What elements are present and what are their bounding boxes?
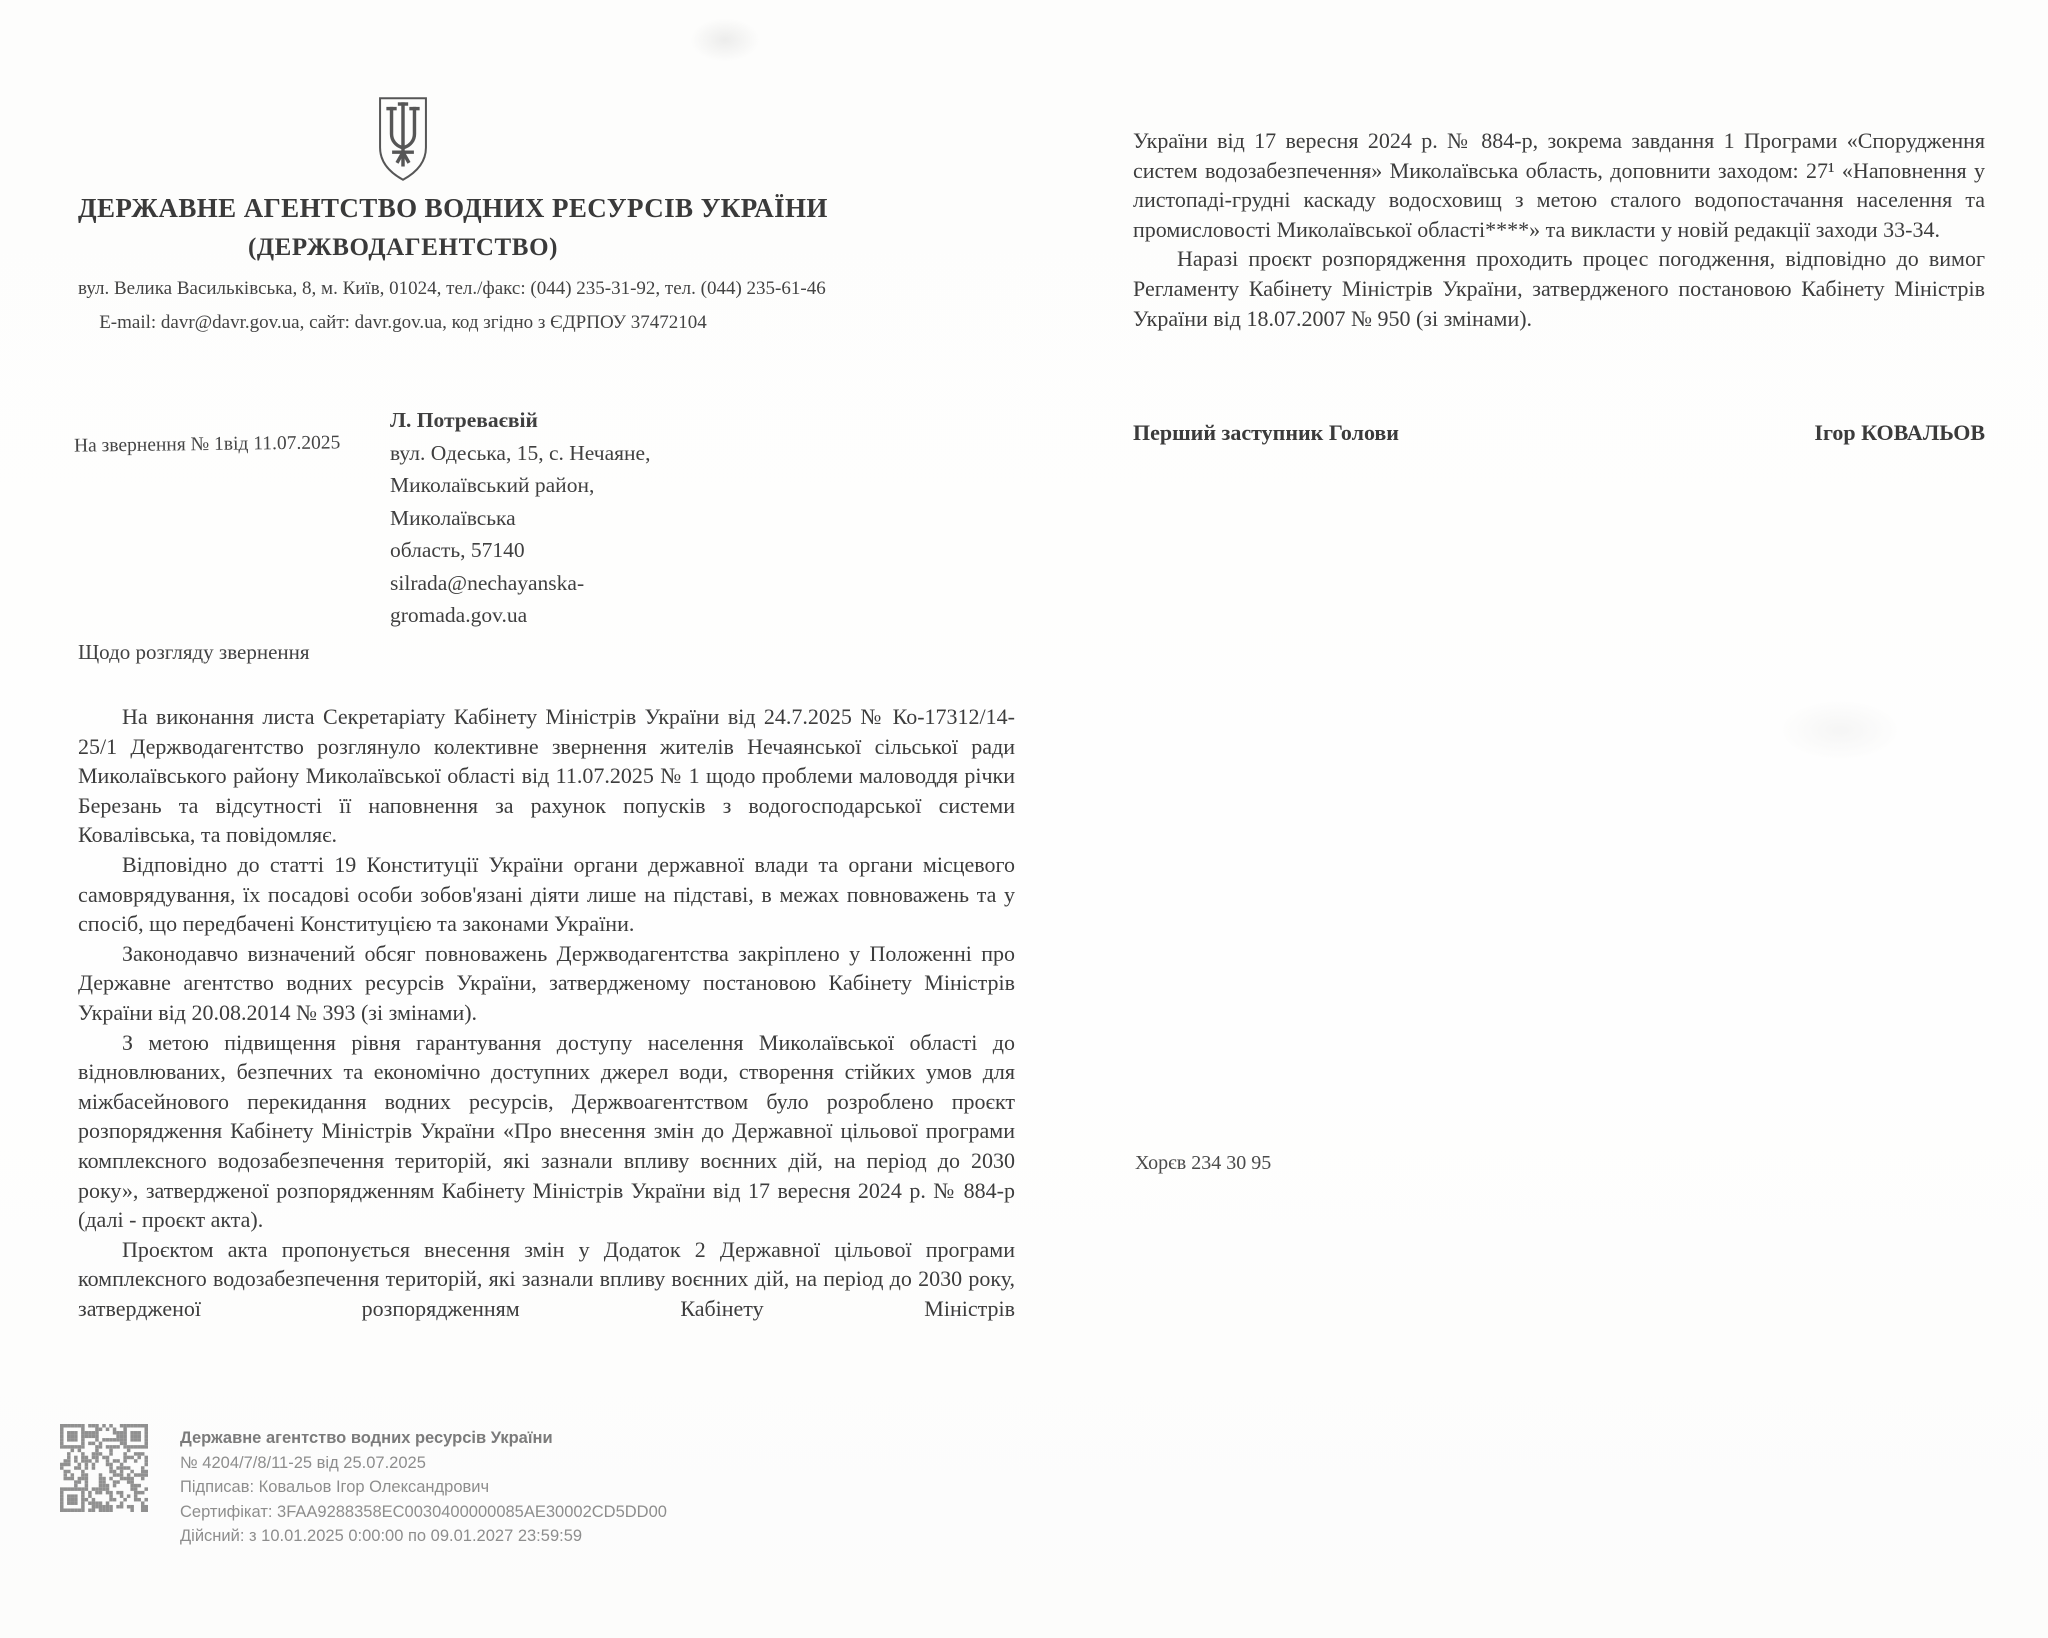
recipient-address-line: вул. Одеська, 15, с. Нечаяне,	[390, 440, 651, 465]
body-right-page	[1133, 126, 1985, 333]
agency-name: ДЕРЖАВНЕ АГЕНТСТВО ВОДНИХ РЕСУРСІВ УКРАЇНИ	[78, 193, 828, 223]
esign-stamp	[60, 1424, 820, 1549]
executor-contact: Хорєв 234 30 95	[1135, 1152, 1272, 1174]
scan-smudge	[690, 18, 760, 62]
recipient-name: Л. Потреваєвій	[390, 408, 538, 432]
letterhead	[78, 96, 828, 346]
agency-short-name: (ДЕРЖВОДАГЕНТСТВО)	[247, 234, 559, 261]
recipient-email: silrada@nechayanska-gromada.gov.ua	[390, 570, 585, 627]
paragraph: Відповідно до статті 19 Конституції України органи державної влади та органи місцевого самоврядування, їх посадові особи зобов'язані діяти лише на підставі, в межах повноважень та у спосіб, що передбачені Конституцією та законами України.	[78, 851, 1015, 937]
esign-stamp-text	[180, 1424, 667, 1549]
scan-smudge	[1780, 700, 1900, 760]
recipient-block	[390, 404, 720, 632]
paragraph: Законодавчо визначений обсяг повноважень Держводагентства закріплено у Положенні про Державне агентство водних ресурсів України, затвердженому постановою Кабінету Міністрів України від 20.08.2014 № 393 (зі змінами).	[78, 940, 1015, 1025]
signer-name: Ігор КОВАЛЬОВ	[1814, 420, 1985, 445]
agency-address: вул. Велика Васильківська, 8, м. Київ, 01024, тел./факс: (044) 235-31-92, тел. (044) 235-61-46	[78, 278, 826, 299]
recipient-address-line: область, 57140	[390, 538, 525, 562]
body-left-page	[78, 702, 1015, 1323]
reference-number: На звернення № 1від 11.07.2025	[73, 432, 341, 457]
signature-row	[1133, 420, 1985, 446]
paragraph: Проєктом акта пропонується внесення змін у Додаток 2 Державної цільової програми комплексного водозабезпечення територій, які зазнали впливу воєнних дій, на період до 2030 року, затвердженої розпорядженням Кабінету Міністрів	[78, 1236, 1015, 1321]
esign-number: № 4204/7/8/11-25 від 25.07.2025	[180, 1453, 426, 1472]
esign-signer: Підписав: Ковальов Ігор Олександрович	[180, 1478, 490, 1496]
paragraph: України від 17 вересня 2024 р. № 884-р, зокрема завдання 1 Програми «Спорудження систем водозабезпечення» Миколаївська область, доповнити заходом: 27¹ «Наповнення у листопаді-грудні каскаду водосховищ з метою сталого водопостачання населення та промисловості Миколаївської області****» та викласти у новій редакції заходи 33-34.	[1133, 128, 1985, 242]
paragraph: На виконання листа Секретаріату Кабінету Міністрів України від 24.7.2025 № Ко-17312/14-25/1 Держводагентство розглянуло колективне звернення жителів Нечаянської сільської ради Миколаївського району Миколаївської області від 11.07.2025 № 1 щодо проблеми маловоддя річки Березань та відсутності її наповнення за рахунок попусків з водогосподарської системи Ковалівська, та повідомляє.	[78, 704, 1015, 848]
subject-line: Щодо розгляду звернення	[78, 640, 310, 664]
esign-org: Державне агентство водних ресурсів України	[180, 1429, 553, 1447]
recipient-address-line: Миколаївський район, Миколаївська	[390, 473, 595, 530]
qr-code-icon	[60, 1424, 148, 1517]
signer-position: Перший заступник Голови	[1133, 420, 1399, 445]
paragraph: Наразі проєкт розпорядження проходить процес погодження, відповідно до вимог Регламенту Кабінету Міністрів України, затвердженого постановою Кабінету Міністрів України від 18.07.2007 № 950 (зі змінами).	[1133, 246, 1985, 331]
agency-contacts: E-mail: davr@davr.gov.ua, сайт: davr.gov.ua, код згідно з ЄДРПОУ 37472104	[99, 312, 707, 333]
esign-certificate: Сертифікат: 3FAA9288358EC0030400000085AE30002CD5DD00	[180, 1502, 667, 1521]
ukraine-tryzub-coat-of-arms-icon	[374, 96, 432, 187]
esign-validity: Дійсний: з 10.01.2025 0:00:00 по 09.01.2027 23:59:59	[180, 1527, 583, 1545]
paragraph: З метою підвищення рівня гарантування доступу населення Миколаївської області до відновлюваних, безпечних та економічно доступних джерел води, створення стійких умов для міжбасейнового перекидання водних ресурсів, Держвоагентством було розроблено проєкт розпорядження Кабінету Міністрів України «Про внесення змін до Державної цільової програми комплексного водозабезпечення територій, які зазнали впливу воєнних дій, на період до 2030 року», затвердженої розпорядженням Кабінету Міністрів України від 17 вересня 2024 р. № 884-р (далі - проєкт акта).	[78, 1029, 1015, 1233]
